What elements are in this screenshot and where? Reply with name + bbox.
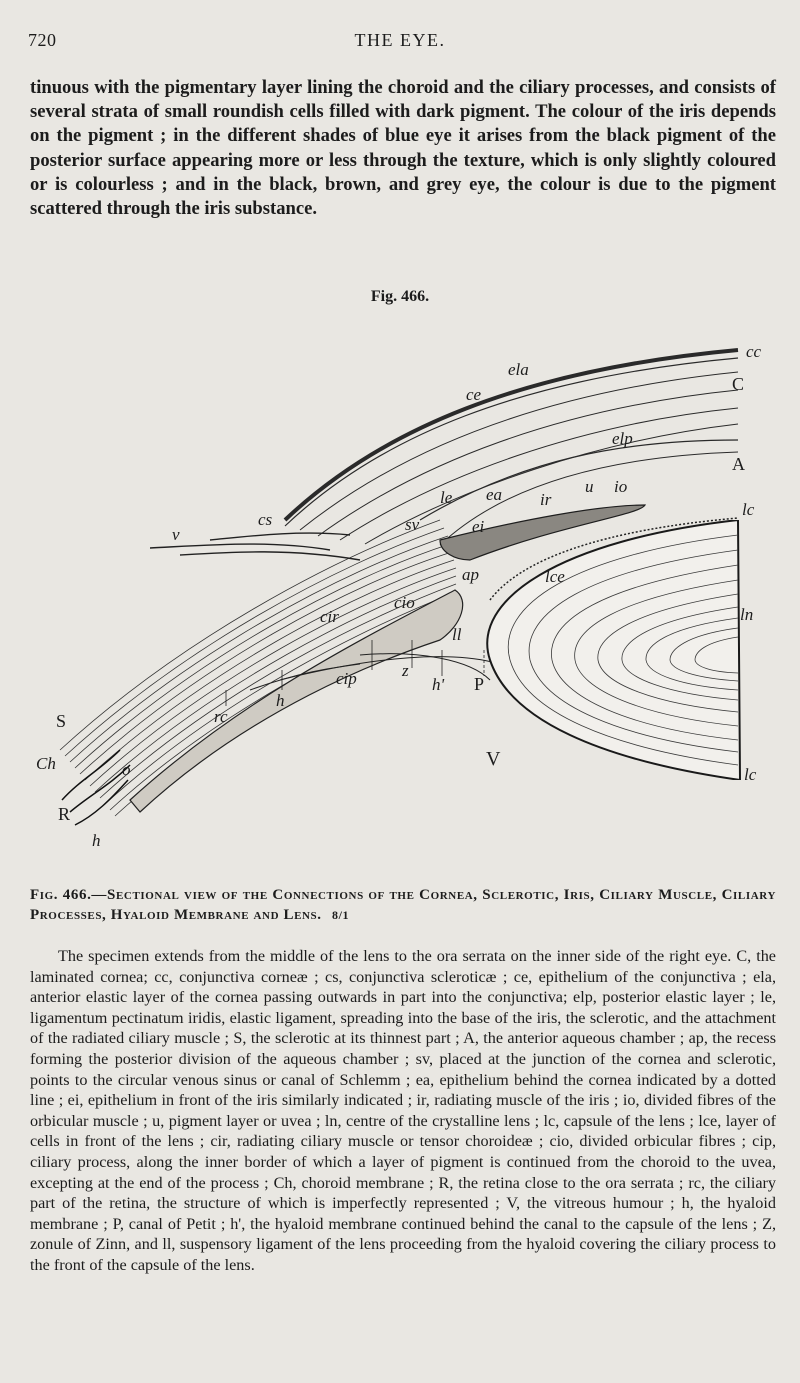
label-u: u [585, 477, 594, 496]
label-P: P [474, 674, 485, 694]
page-header [28, 30, 772, 56]
label-io: io [614, 477, 628, 496]
caption-text: Fig. 466.—Sectional view of the Connections of the Cornea, Sclerotic, Iris, Ciliary Muscle, Ciliary Processes, Hyaloid Membrane and Lens. [30, 887, 776, 923]
label-v: v [172, 525, 180, 544]
crystalline-lens [487, 520, 740, 780]
label-h-mid: h [276, 691, 285, 710]
label-h-prime: h' [432, 675, 445, 694]
page-number: 720 [28, 30, 57, 50]
figure-description: The specimen extends from the middle of the lens to the ora serrata on the inner side of the right eye. C, the laminated cornea; cc, conjunctiva corneæ ; cs, conjunctiva scleroticæ ; ce, epithelium of the conjunctiva ; ela, anterior elastic layer of the cornea passing outwards in part into the conjunctiva; elp, posterior elastic layer ; le, ligamentum pectinatum iridis, elastic ligament, spreading into the base of the iris, the sclerotic, and the attachment of the radiated ciliary muscle ; S, the sclerotic at its thinnest part ; A, the anterior aqueous chamber ; ap, the recess forming the posterior division of the aqueous chamber ; sv, placed at the junction of the cornea and sclerotic, points to the circular venous sinus or canal of Schlemm ; ea, epithelium behind the cornea indicated by a dotted line ; ei, epithelium in front of the iris similarly indicated ; ir, radiating muscle of the iris ; io, divided fibres of the orbicular muscle ; u, pigment layer or uvea ; ln, centre of the crystalline lens ; lc, capsule of the lens ; lce, layer of cells in front of the lens ; cir, radiating ciliary muscle or tensor choroideæ ; cio, divided orbicular fibres ; cip, ciliary process, along the inner border of which a layer of pigment is continued from the choroid to the uvea, excepting at the end of the process ; Ch, choroid membrane ; R, the retina close to the ora serrata ; rc, the ciliary part of the retina, the structure of which is imperfectly represented ; V, the vitreous humour ; h, the hyaloid membrane ; P, canal of Petit ; h', the hyaloid membrane continued behind the canal to the capsule of the lens ; Z, zonule of Zinn, and ll, suspensory ligament of the lens proceeding from the hyaloid covering the ciliary process to the front of the capsule of the lens. [30, 947, 776, 1274]
label-lce: lce [545, 567, 565, 586]
label-cc: cc [746, 342, 762, 361]
label-o: o [122, 760, 131, 779]
sclerotic-fibres [60, 520, 456, 816]
label-S: S [56, 711, 67, 731]
label-V: V [486, 748, 501, 770]
label-ea: ea [486, 485, 503, 504]
caption-scale: 8/1 [331, 907, 350, 922]
label-sv: sv [405, 515, 420, 534]
label-ir: ir [540, 490, 552, 509]
label-lc-top: lc [742, 500, 755, 519]
label-ei: ei [472, 517, 485, 536]
label-ap: ap [462, 565, 479, 584]
anatomical-illustration [0, 330, 800, 860]
label-C: C [732, 374, 745, 394]
sclera-retina-edge [62, 750, 130, 825]
label-cs: cs [258, 510, 273, 529]
label-Ch: Ch [36, 754, 56, 773]
label-h-bottom: h [92, 831, 101, 850]
intro-paragraph: tinuous with the pigmentary layer lining the choroid and the ciliary processes, and consists of several strata of small roundish cells filled with dark pigment. The colour of the iris depends on the pigment ; in the different shades of blue eye it arises from the black pigment of the posterior surface appearing more or less through the texture, which is only slightly coloured or is colourless ; and in the black, brown, and grey eye, the colour is due to the pigment scattered through the iris substance. [30, 77, 776, 220]
running-title: THE EYE. [354, 30, 446, 50]
label-z: z [402, 661, 409, 680]
label-ln: ln [740, 605, 754, 624]
label-ll: ll [452, 625, 462, 644]
label-rc: rc [214, 707, 228, 726]
label-cir: cir [320, 607, 339, 626]
label-cip: cip [336, 669, 357, 688]
label-R: R [58, 804, 71, 824]
label-ela: ela [508, 360, 529, 379]
label-elp: elp [612, 429, 633, 448]
figure-number: Fig. 466. [370, 288, 430, 305]
label-le: le [440, 488, 453, 507]
label-ce: ce [466, 385, 482, 404]
cornea-layers [285, 350, 738, 545]
blood-vessels [150, 533, 360, 560]
label-lc-bottom: lc [744, 765, 757, 784]
label-cio: cio [394, 593, 415, 612]
ciliary-body [130, 590, 463, 812]
figure-caption [30, 886, 776, 925]
label-A: A [732, 454, 745, 474]
